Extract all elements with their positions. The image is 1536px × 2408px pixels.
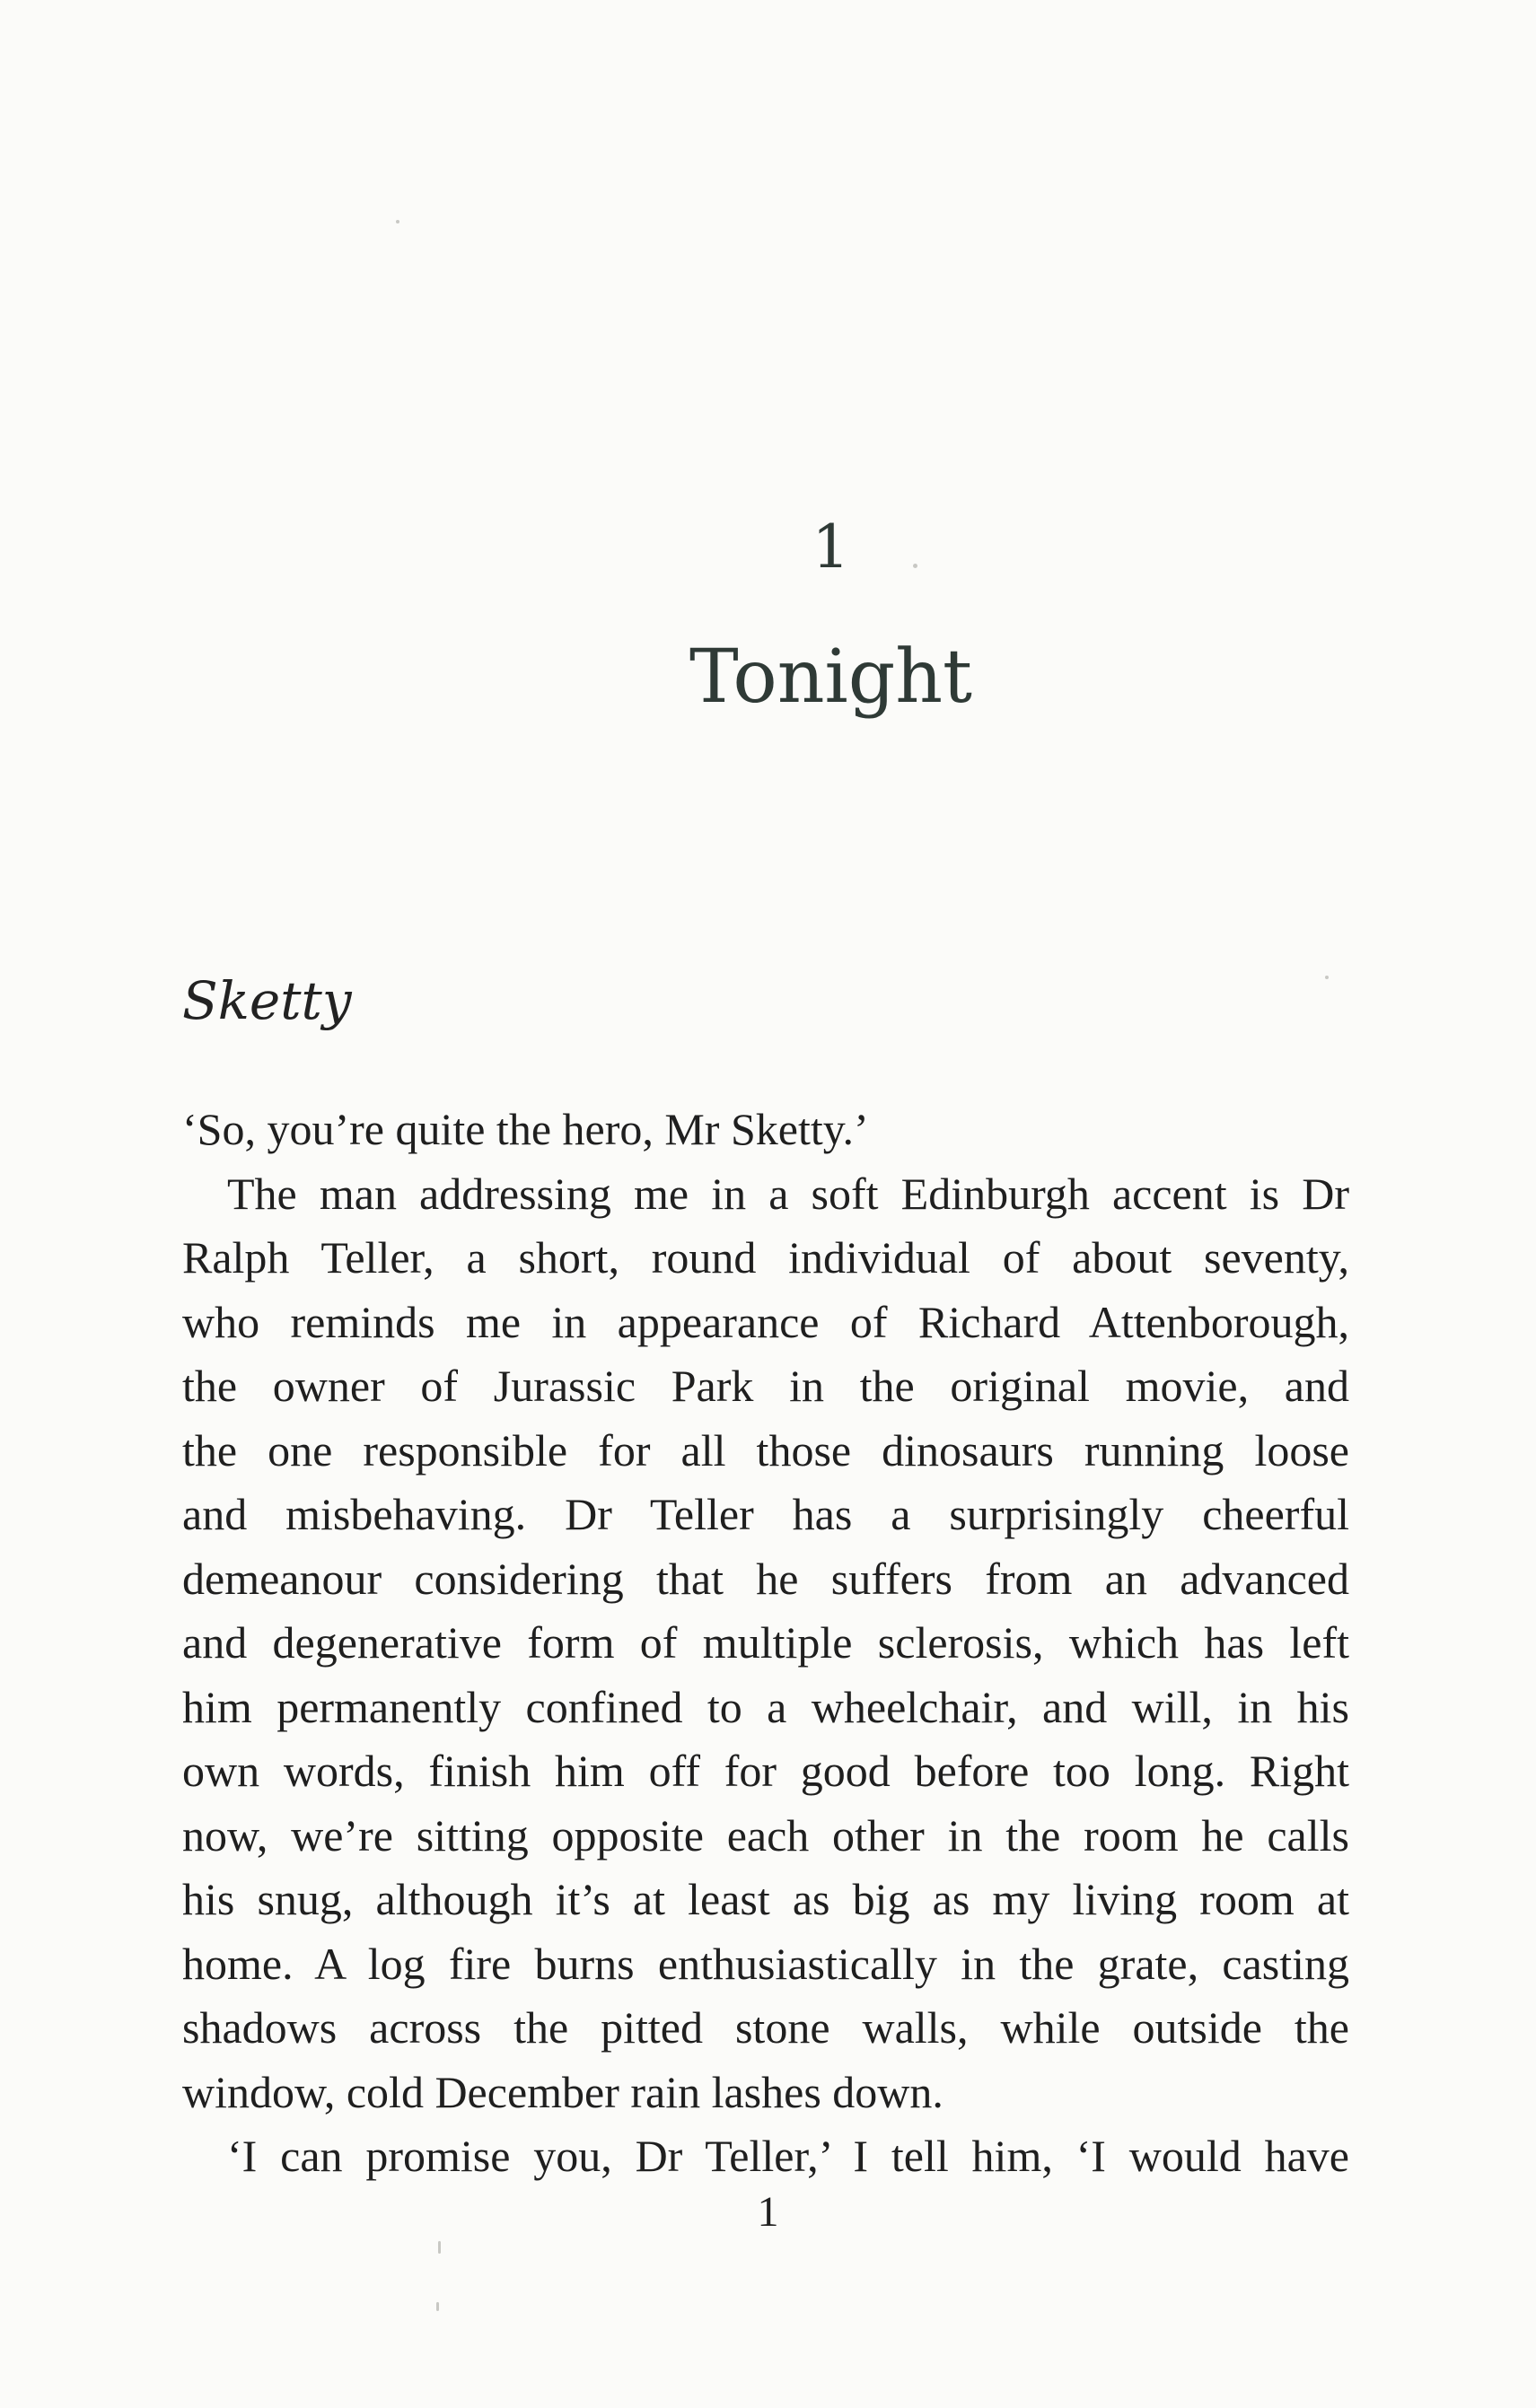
body-line: the one responsible for all those dinosaurs running loose <box>182 1424 1349 1475</box>
scan-speck <box>396 220 399 223</box>
body-line: and degenerative form of multiple sclerosis, which has left <box>182 1617 1349 1668</box>
body-line: the owner of Jurassic Park in the original movie, and <box>182 1361 1349 1411</box>
scan-speck <box>913 564 917 568</box>
body-line: who reminds me in appearance of Richard Attenborough, <box>182 1296 1349 1347</box>
body-line: window, cold December rain lashes down. <box>182 2066 944 2117</box>
scan-speck <box>1325 976 1329 979</box>
body-line: and misbehaving. Dr Teller has a surprisingly cheerful <box>182 1489 1349 1539</box>
body-line: his snug, although it’s at least as big as my living room at <box>182 1874 1349 1924</box>
body-line: him permanently confined to a wheelchair, and will, in his <box>182 1681 1349 1732</box>
scan-speck <box>436 2302 439 2311</box>
body-line: demeanour considering that he suffers from an advanced <box>182 1553 1349 1604</box>
body-line: shadows across the pitted stone walls, while outside the <box>182 2002 1349 2053</box>
body-line: Ralph Teller, a short, round individual of about seventy, <box>182 1232 1349 1283</box>
body-line: The man addressing me in a soft Edinburgh accent is Dr <box>227 1168 1349 1219</box>
scan-speck <box>438 2241 441 2254</box>
body-text <box>182 1098 1349 2189</box>
body-line: home. A log fire burns enthusiastically in the grate, casting <box>182 1938 1349 1989</box>
body-line: now, we’re sitting opposite each other in the room he calls <box>182 1809 1349 1861</box>
body-line: own words, finish him off for good before too long. Right <box>182 1746 1349 1796</box>
page-number: 1 <box>757 2188 779 2236</box>
body-line: ‘I can promise you, Dr Teller,’ I tell him, ‘I would have <box>227 2131 1349 2181</box>
section-heading: Sketty <box>182 970 352 1031</box>
chapter-title: Tonight <box>689 635 972 720</box>
chapter-number: 1 <box>812 512 850 582</box>
body-line: ‘So, you’re quite the hero, Mr Sketty.’ <box>182 1104 869 1154</box>
